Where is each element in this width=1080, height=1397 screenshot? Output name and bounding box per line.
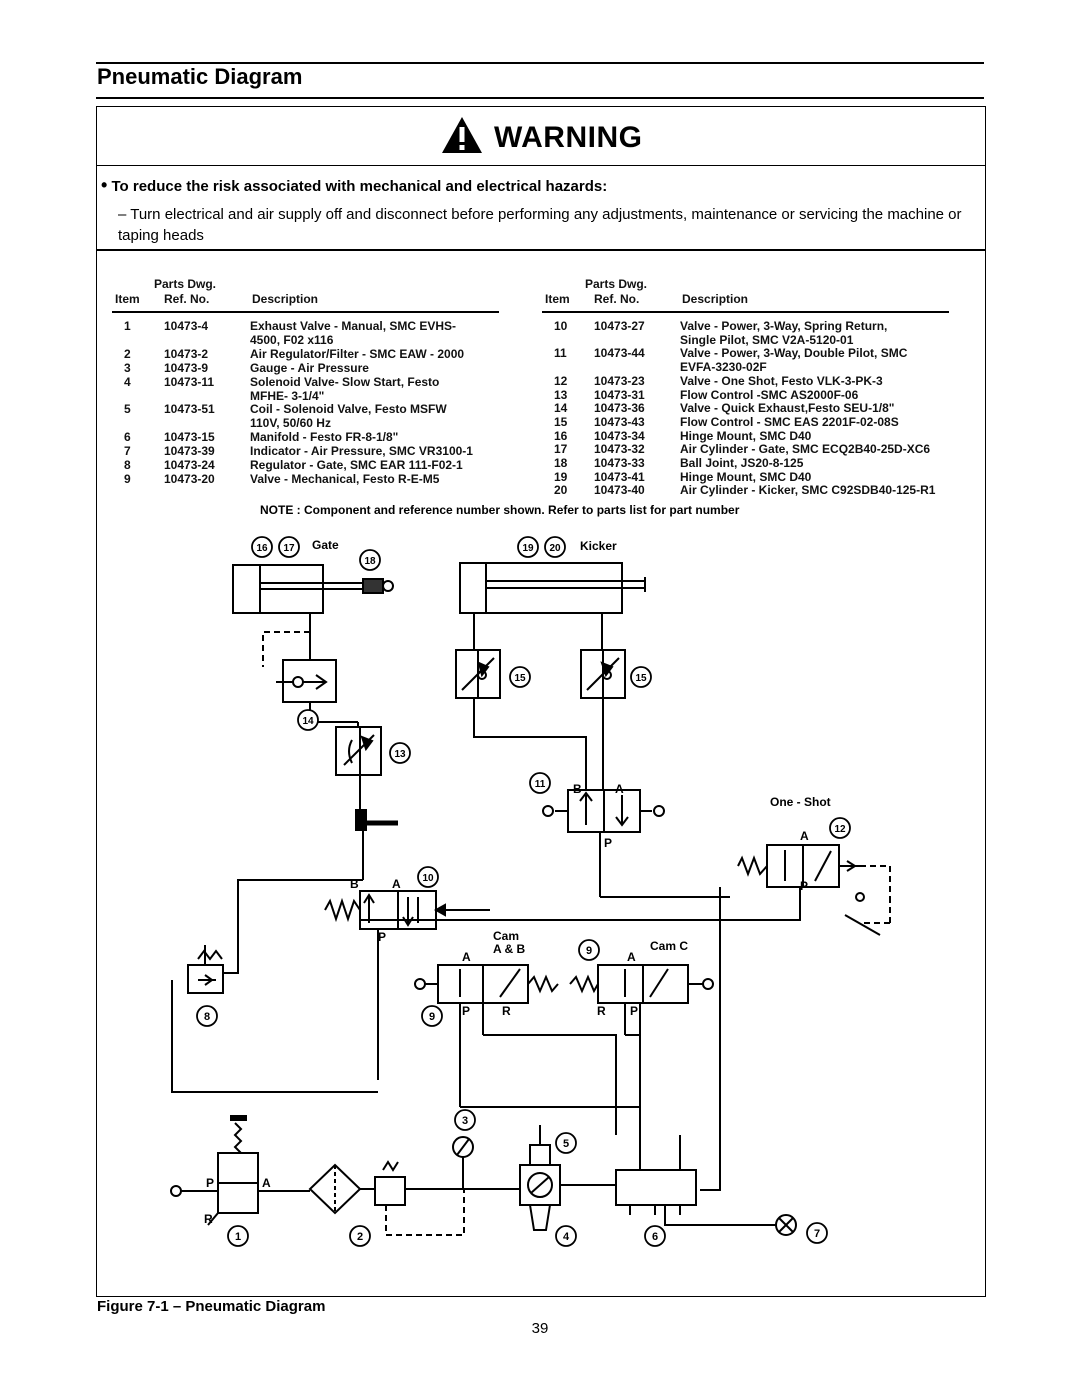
valve-11 — [543, 790, 664, 832]
balloon-labels — [197, 537, 850, 1246]
header-item: Item — [545, 292, 570, 306]
svg-text:9: 9 — [428, 1011, 436, 1023]
part-item-number: 20 — [554, 483, 568, 498]
svg-text:3: 3 — [461, 1115, 469, 1127]
header-item: Item — [115, 292, 140, 306]
svg-text:1: 1 — [234, 1231, 242, 1243]
label-cam-ab-line1: Cam — [493, 929, 520, 943]
part-item-number: 14 — [554, 401, 568, 416]
port-b-valve-11: B — [573, 782, 582, 796]
label-cam-ab-line2: A & B — [493, 942, 526, 956]
part-ref-number: 10473-41 — [594, 469, 645, 484]
part-description: Manifold - Festo FR-8-1/8" — [250, 430, 399, 445]
one-shot-valve-12 — [738, 845, 860, 887]
part-ref-number: 10473-36 — [594, 401, 645, 416]
part-description: Valve - Power, 3-Way, Spring Return, — [680, 319, 888, 333]
part-item-number: 7 — [124, 444, 131, 459]
part-ref-number: 10473-31 — [594, 387, 645, 402]
port-p-cam-right: P — [630, 1004, 639, 1018]
part-item-number: 16 — [554, 428, 568, 443]
part-description: Gauge - Air Pressure — [250, 360, 369, 375]
port-r-cam-left: R — [502, 1004, 511, 1018]
warning-divider — [97, 165, 985, 166]
svg-text:4: 4 — [562, 1231, 570, 1243]
part-description: Coil - Solenoid Valve, Festo MSFW — [250, 402, 447, 417]
svg-text:15: 15 — [514, 673, 526, 684]
part-description: Valve - One Shot, Festo VLK-3-PK-3 — [680, 373, 883, 388]
svg-text:8: 8 — [203, 1011, 211, 1023]
balloon-11 — [530, 773, 550, 793]
part-item-number: 9 — [124, 471, 131, 486]
svg-text:18: 18 — [364, 556, 376, 567]
part-ref-number: 10473-32 — [594, 442, 645, 457]
svg-text:16: 16 — [256, 543, 268, 554]
header-parts-dwg: Parts Dwg. — [154, 277, 217, 291]
part-ref-number: 10473-24 — [164, 458, 215, 472]
part-ref-number: 10473-9 — [164, 360, 209, 375]
part-item-number: 13 — [554, 387, 568, 402]
header-ref-no: Ref. No. — [164, 292, 210, 306]
label-one-shot: One - Shot — [770, 795, 831, 809]
title-underline — [96, 97, 984, 99]
port-a-cam-left: A — [462, 950, 471, 964]
header-rule — [542, 311, 949, 313]
flow-control-15-right — [581, 650, 625, 698]
part-item-number: 10 — [554, 319, 568, 333]
valve-10 — [325, 891, 460, 929]
port-p-valve-1: P — [206, 1176, 215, 1190]
balloon-15 — [510, 667, 530, 687]
parts-rows-left — [112, 319, 502, 494]
part-ref-number: 10473-20 — [164, 471, 215, 486]
svg-text:6: 6 — [651, 1231, 659, 1243]
part-ref-number: 10473-33 — [594, 456, 645, 470]
part-description: Flow Control -SMC AS2000F-06 — [680, 387, 859, 402]
port-a-valve-11: A — [615, 782, 624, 796]
part-item-number: 4 — [124, 374, 131, 389]
part-description: Valve - Quick Exhaust,Festo SEU-1/8" — [680, 401, 895, 416]
port-p-cam-left: P — [462, 1004, 471, 1018]
part-item-number: 2 — [124, 346, 131, 361]
balloon-17 — [279, 537, 299, 557]
part-description: Hinge Mount, SMC D40 — [680, 469, 812, 484]
part-ref-number: 10473-2 — [164, 346, 209, 361]
port-r-valve-1: R — [204, 1212, 213, 1226]
pressure-gauge-3 — [453, 1137, 473, 1189]
manifold-6 — [616, 1125, 760, 1225]
quick-exhaust-valve — [276, 660, 336, 702]
label-kicker: Kicker — [580, 539, 617, 553]
filter-regulator-2 — [310, 1162, 520, 1235]
balloon-12 — [830, 818, 850, 838]
svg-text:17: 17 — [283, 543, 295, 554]
balloon-8 — [197, 1006, 217, 1026]
part-item-number: 8 — [124, 458, 131, 472]
port-a-valve-10: A — [392, 877, 401, 891]
cam-valve-left — [415, 965, 558, 1003]
parts-table-left — [112, 270, 502, 500]
balloon-20 — [545, 537, 565, 557]
part-description-cont: EVFA-3230-02F — [680, 360, 767, 375]
parts-table-right — [542, 270, 982, 505]
parts-rows-right — [542, 319, 982, 499]
pressure-indicator-7 — [760, 1215, 796, 1235]
port-p-valve-11: P — [604, 836, 613, 850]
page-title: Pneumatic Diagram — [97, 64, 303, 89]
port-r-cam-right: R — [597, 1004, 606, 1018]
warning-heading — [97, 115, 985, 165]
svg-text:7: 7 — [813, 1228, 821, 1240]
part-ref-number: 10473-15 — [164, 430, 215, 445]
warning-bullet — [101, 175, 607, 196]
svg-text:13: 13 — [394, 749, 406, 760]
pneumatic-schematic — [120, 525, 980, 1270]
balloon-16 — [252, 537, 272, 557]
part-description: Regulator - Gate, SMC EAR 111-F02-1 — [250, 458, 463, 472]
balloon-9 — [579, 940, 599, 960]
part-ref-number: 10473-43 — [594, 414, 645, 429]
balloon-9 — [422, 1006, 442, 1026]
part-item-number: 5 — [124, 402, 131, 417]
warning-bullet-text: To reduce the risk associated with mechanical and electrical hazards: — [111, 178, 608, 195]
port-a-cam-right: A — [627, 950, 636, 964]
part-item-number: 3 — [124, 360, 131, 375]
label-gate: Gate — [312, 538, 339, 552]
balloon-14 — [298, 710, 318, 730]
part-item-number: 6 — [124, 430, 131, 445]
balloon-15 — [631, 667, 651, 687]
balloon-1 — [228, 1226, 248, 1246]
part-description-cont: 110V, 50/60 Hz — [250, 416, 331, 431]
header-description: Description — [682, 292, 749, 306]
part-ref-number: 10473-34 — [594, 428, 645, 443]
part-item-number: 19 — [554, 469, 568, 484]
page-number: 39 — [531, 1320, 549, 1337]
header-ref-no: Ref. No. — [594, 292, 640, 306]
part-item-number: 17 — [554, 442, 568, 457]
part-description-cont: Single Pilot, SMC V2A-5120-01 — [680, 332, 854, 347]
part-ref-number: 10473-44 — [594, 346, 645, 361]
part-description: Solenoid Valve- Slow Start, Festo — [250, 374, 440, 389]
cam-valve-right — [570, 965, 713, 1003]
gate-cylinder — [233, 565, 393, 632]
flow-control-13 — [336, 727, 381, 775]
part-description-cont: 4500, F02 x116 — [250, 332, 334, 347]
balloon-2 — [350, 1226, 370, 1246]
part-ref-number: 10473-4 — [164, 319, 209, 333]
part-ref-number: 10473-27 — [594, 319, 645, 333]
part-item-number: 11 — [554, 346, 567, 361]
part-ref-number: 10473-40 — [594, 483, 645, 498]
part-description: Air Cylinder - Gate, SMC ECQ2B40-25D-XC6 — [680, 442, 931, 457]
part-description: Flow Control - SMC EAS 2201F-02-08S — [680, 414, 899, 429]
part-ref-number: 10473-51 — [164, 402, 215, 417]
svg-text:19: 19 — [522, 543, 534, 554]
port-a-valve-12: A — [800, 829, 809, 843]
part-item-number: 1 — [124, 319, 131, 333]
part-description: Valve - Mechanical, Festo R-E-M5 — [250, 471, 440, 486]
balloon-7 — [807, 1223, 827, 1243]
balloon-4 — [556, 1226, 576, 1246]
part-description: Indicator - Air Pressure, SMC VR3100-1 — [250, 444, 473, 459]
part-description: Air Regulator/Filter - SMC EAW - 2000 — [250, 346, 465, 361]
balloon-10 — [418, 867, 438, 887]
balloon-18 — [360, 550, 380, 570]
kicker-cylinder — [460, 563, 645, 613]
balloon-6 — [645, 1226, 665, 1246]
exhaust-valve-1 — [171, 1118, 310, 1225]
svg-text:15: 15 — [635, 673, 647, 684]
bullet-dot: • — [101, 175, 108, 195]
header-rule — [112, 311, 499, 313]
part-item-number: 15 — [554, 414, 568, 429]
svg-text:12: 12 — [834, 824, 846, 835]
warning-triangle-icon — [440, 115, 484, 160]
parts-note: NOTE : Component and reference number shown. Refer to parts list for part number — [260, 503, 740, 517]
warning-bottom-divider — [97, 249, 985, 251]
part-description: Ball Joint, JS20-8-125 — [680, 456, 804, 470]
header-description: Description — [252, 292, 319, 306]
part-description: Hinge Mount, SMC D40 — [680, 428, 812, 443]
part-item-number: 18 — [554, 456, 568, 470]
warning-title: WARNING — [493, 120, 643, 154]
svg-text:2: 2 — [356, 1231, 364, 1243]
svg-text:20: 20 — [549, 543, 561, 554]
svg-text:9: 9 — [585, 945, 593, 957]
part-description: Air Cylinder - Kicker, SMC C92SDB40-125-R1 — [680, 483, 936, 498]
part-description-cont: MFHE- 3-1/4" — [250, 388, 325, 403]
balloon-19 — [518, 537, 538, 557]
balloon-5 — [556, 1133, 576, 1153]
label-cam-c: Cam C — [650, 939, 689, 953]
svg-text:5: 5 — [562, 1138, 570, 1150]
part-ref-number: 10473-11 — [164, 374, 215, 389]
part-ref-number: 10473-39 — [164, 444, 215, 459]
balloon-13 — [390, 743, 410, 763]
pilot-line — [263, 632, 310, 667]
warning-instruction: – Turn electrical and air supply off and disconnect before performing any adjustments, maintenance or servicing the machine or taping heads — [118, 206, 962, 244]
regulator-8 — [188, 945, 223, 993]
part-ref-number: 10473-23 — [594, 373, 645, 388]
balloon-3 — [455, 1110, 475, 1130]
svg-text:14: 14 — [302, 716, 314, 727]
part-description: Exhaust Valve - Manual, SMC EVHS- — [250, 319, 457, 333]
svg-text:10: 10 — [422, 873, 434, 884]
svg-text:11: 11 — [534, 779, 546, 790]
port-p-valve-12: P — [800, 879, 809, 893]
port-b-valve-10: B — [350, 877, 359, 891]
header-parts-dwg: Parts Dwg. — [585, 277, 648, 291]
port-p-valve-10: P — [378, 930, 387, 944]
figure-caption: Figure 7-1 – Pneumatic Diagram — [97, 1298, 326, 1315]
flow-control-15-left — [456, 650, 500, 698]
port-a-valve-1: A — [262, 1176, 271, 1190]
part-description: Valve - Power, 3-Way, Double Pilot, SMC — [680, 346, 908, 361]
part-item-number: 12 — [554, 373, 568, 388]
